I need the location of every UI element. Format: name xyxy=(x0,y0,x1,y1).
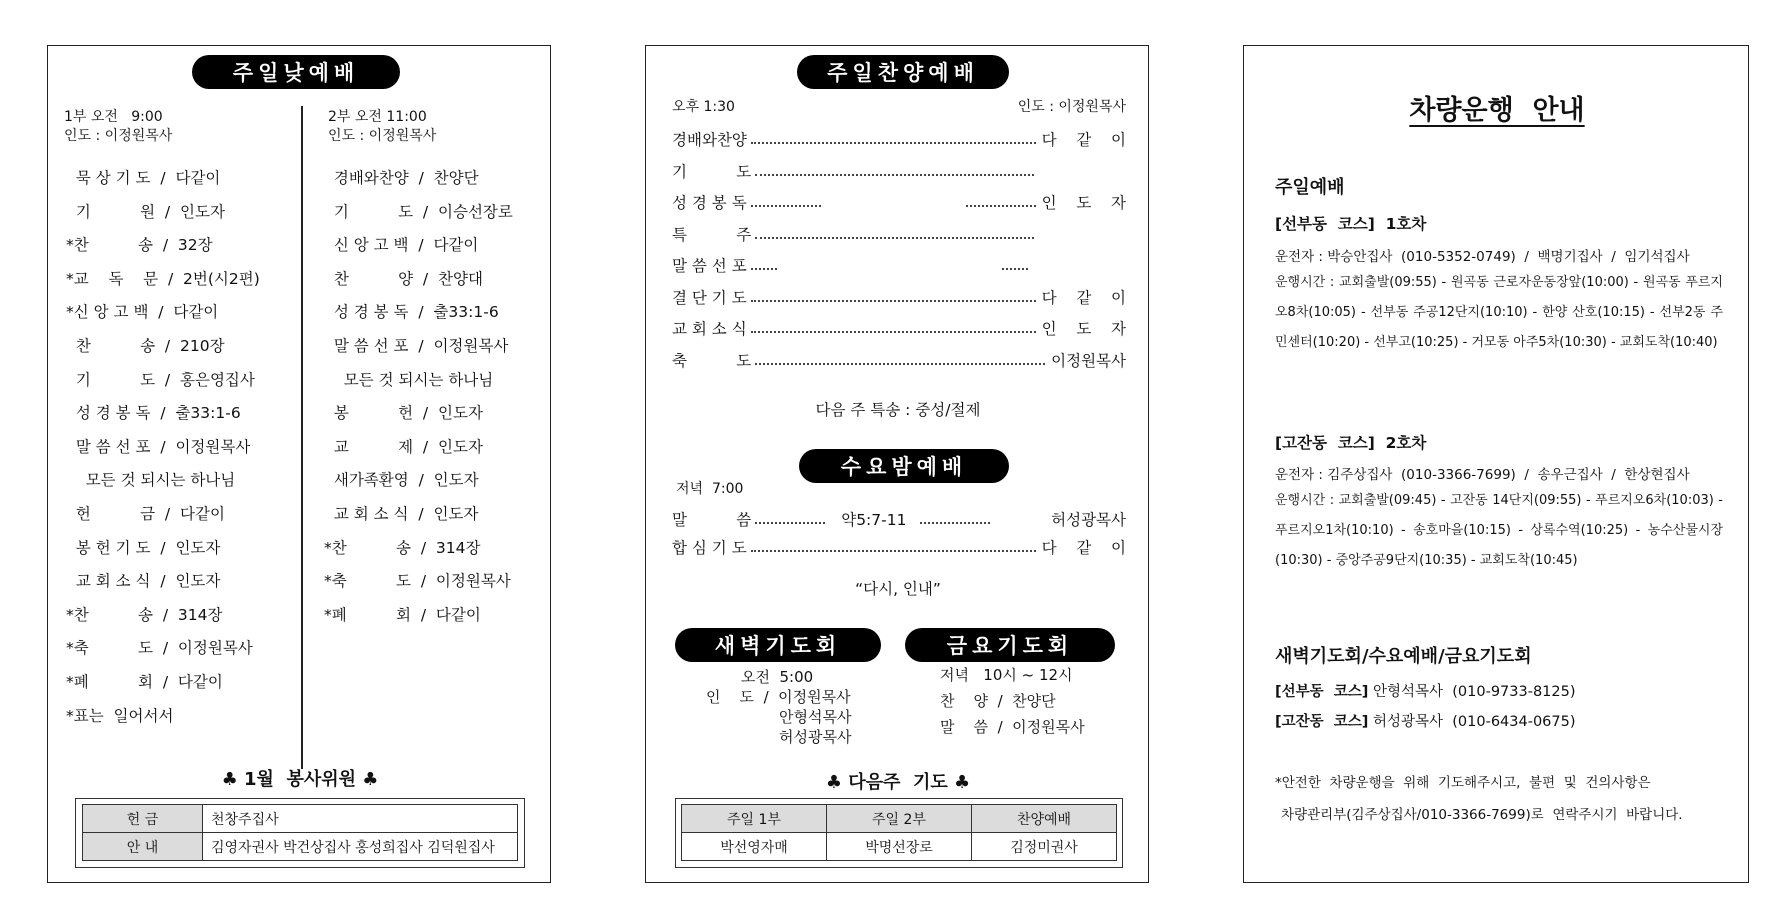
order-item: 모든 것 되시는 하나님 xyxy=(324,370,494,389)
table-row xyxy=(83,833,518,861)
dot-leader xyxy=(1002,268,1028,270)
praise-service-leader: 인도 : 이정원목사 xyxy=(1017,99,1126,115)
prayer-duty-table xyxy=(681,804,1117,861)
praise-service-panel xyxy=(645,45,1149,883)
course-contact: 허성광목사 (010-6434-0675) xyxy=(1368,714,1576,730)
order-item: 새가족환영 / 인도자 xyxy=(324,471,479,490)
wednesday-service-title: 수요밤예배 xyxy=(799,449,1009,483)
table-row xyxy=(682,805,1117,833)
order-item: *폐 회 / 다같이 xyxy=(324,605,481,624)
sunday-heading: 주일예배 xyxy=(1275,177,1345,198)
order-item: 기 원 / 인도자 xyxy=(66,202,225,221)
volunteers-table xyxy=(82,804,518,861)
wednesday-sermon-title: “다시, 인내” xyxy=(855,580,941,598)
table-row xyxy=(682,833,1117,861)
order-item: 경배와찬양 / 찬양단 xyxy=(324,169,479,187)
notice-line-2: 차량관리부(김주상집사/010-3366-7699)로 연락주시기 바랍니다. xyxy=(1281,807,1683,823)
service1-time: 1부 오전 9:00 xyxy=(64,109,163,125)
row-label: 결 단 기 도 xyxy=(672,288,747,307)
friday-time: 저녁 10시 ~ 12시 xyxy=(940,666,1073,684)
next-special-song: 다음 주 특송 : 중성/절제 xyxy=(815,401,981,419)
dot-leader xyxy=(751,205,821,207)
order-item: 교 회 소 식 / 인도자 xyxy=(324,505,479,523)
row-label: 말 씀 선 포 xyxy=(672,257,747,275)
table-cell: 박선영자매 xyxy=(682,833,827,861)
order-item: 찬 송 / 210장 xyxy=(66,337,225,355)
order-item: *찬 송 / 32장 xyxy=(66,236,213,255)
table-header: 찬양예배 xyxy=(972,805,1117,833)
row-value: 허성광목사 xyxy=(1051,511,1126,529)
dot-leader xyxy=(751,268,777,270)
order-row xyxy=(672,128,1126,150)
row-value: 인 도 자 xyxy=(1041,194,1126,212)
order-row xyxy=(672,349,1126,371)
table-row xyxy=(83,805,518,833)
dot-leader xyxy=(751,331,1036,333)
vehicle-info-title: 차량운행 안내 xyxy=(1409,95,1585,126)
wednesday-row-sermon xyxy=(672,508,1126,530)
order-item: 기 도 / 이승선장로 xyxy=(324,202,513,221)
course-label: [선부동 코스] xyxy=(1275,684,1369,700)
order-item: *폐 회 / 다같이 xyxy=(66,673,223,691)
dot-leader xyxy=(751,300,1036,302)
order-item: *교 독 문 / 2번(시2편) xyxy=(66,269,260,288)
order-item: 봉 헌 / 인도자 xyxy=(324,404,483,423)
table-header: 주일 2부 xyxy=(827,805,972,833)
order-item: 교 제 / 인도자 xyxy=(324,437,483,456)
weekday-course2 xyxy=(1275,710,1576,731)
course-contact: 안형석목사 (010-9733-8125) xyxy=(1368,684,1576,700)
row-label: 성 경 봉 독 xyxy=(672,194,747,212)
order-item: 찬 양 / 찬양대 xyxy=(324,269,483,288)
service1-leader: 인도 : 이정원목사 xyxy=(64,128,173,144)
wednesday-service-time: 저녁 7:00 xyxy=(676,481,744,497)
row-value: 다 같 이 xyxy=(1041,288,1126,307)
row-label: 교 회 소 식 xyxy=(672,320,747,338)
order-item: 성 경 봉 독 / 출33:1-6 xyxy=(66,404,241,423)
order-item: *신 앙 고 백 / 다같이 xyxy=(66,303,219,322)
row-label: 합 심 기 도 xyxy=(672,539,747,557)
table-cell: 박명선장로 xyxy=(827,833,972,861)
vehicle-info-panel xyxy=(1243,45,1749,883)
row-label: 경배와찬양 xyxy=(672,131,747,149)
order-row xyxy=(672,254,1126,276)
sunday-service-panel xyxy=(47,45,551,883)
order-item: *찬 송 / 314장 xyxy=(324,538,481,557)
order-item: *표는 일어서서 xyxy=(66,706,174,725)
course1-driver: 운전자 : 박승안집사 (010-5352-0749) / 백명기집사 / 임기석집사 xyxy=(1275,249,1690,265)
dot-leader xyxy=(966,205,1036,207)
row-label: 기 도 xyxy=(672,162,752,181)
service2-leader: 인도 : 이정원목사 xyxy=(328,128,437,144)
course1-heading: [선부동 코스] 1호차 xyxy=(1275,215,1427,233)
friday-prayer-title: 금요기도회 xyxy=(905,628,1115,662)
order-row xyxy=(672,286,1126,308)
dot-leader xyxy=(920,522,990,524)
row-value: 다 같 이 xyxy=(1041,131,1126,149)
order-item: 모든 것 되시는 하나님 xyxy=(66,471,236,490)
praise-service-title: 주일찬양예배 xyxy=(797,55,1009,89)
dot-leader xyxy=(751,142,1036,144)
dawn-time: 오전 5:00 xyxy=(741,668,814,686)
order-item: 봉 헌 기 도 / 인도자 xyxy=(66,538,221,557)
order-item: 성 경 봉 독 / 출33:1-6 xyxy=(324,303,499,322)
order-item: *축 도 / 이정원목사 xyxy=(324,572,511,591)
sunday-service-title: 주일낮예배 xyxy=(192,55,400,89)
order-row xyxy=(672,160,1126,182)
service2-time: 2부 오전 11:00 xyxy=(328,109,427,125)
course-label: [고잔동 코스] xyxy=(1275,714,1369,730)
row-label: 축 도 xyxy=(672,351,752,370)
order-item: 말 씀 선 포 / 이정원목사 xyxy=(324,337,509,355)
volunteer-names: 김영자권사 박건상집사 홍성희집사 김덕원집사 xyxy=(203,833,518,861)
table-header: 주일 1부 xyxy=(682,805,827,833)
prayer-duty-title: ♣ 다음주 기도 ♣ xyxy=(825,772,971,793)
dawn-leader-2: 안형석목사 xyxy=(779,708,852,726)
praise-service-time: 오후 1:30 xyxy=(672,99,735,115)
friday-sermon: 말 씀 / 이정원목사 xyxy=(940,718,1085,736)
dot-leader xyxy=(755,174,1034,176)
course2-driver: 운전자 : 김주상집사 (010-3366-7699) / 송우근집사 / 한상현집사 xyxy=(1275,467,1690,483)
order-row xyxy=(672,191,1126,213)
order-item: 교 회 소 식 / 인도자 xyxy=(66,572,221,591)
weekday-course1 xyxy=(1275,680,1576,701)
order-item: 기 도 / 홍은영집사 xyxy=(66,370,255,389)
order-row xyxy=(672,223,1126,245)
course2-heading: [고잔동 코스] 2호차 xyxy=(1275,434,1427,452)
friday-praise: 찬 양 / 찬양단 xyxy=(940,692,1056,710)
notice-line-1: *안전한 차량운행을 위해 기도해주시고, 불편 및 건의사항은 xyxy=(1275,775,1651,791)
row-value: 인 도 자 xyxy=(1041,320,1126,338)
order-item: 신 앙 고 백 / 다같이 xyxy=(324,236,479,255)
volunteer-role: 헌 금 xyxy=(83,805,203,833)
dawn-leader: 인 도 / 이정원목사 xyxy=(706,688,851,706)
dot-leader xyxy=(751,550,1036,552)
order-row xyxy=(672,317,1126,339)
course2-schedule: 운행시간 : 교회출발(09:45) - 고잔동 14단지(09:55) - 푸르지오6차(10:03) - 푸르지오1차(10:10) - 송호마을(10:15) - 상록수역(10:25) - 농수산물시장(10:30) - 중앙주공9단지(10:35) - 교회도착(10:45) xyxy=(1275,493,1723,568)
dawn-prayer-title: 새벽기도회 xyxy=(675,628,881,662)
order-item: 묵 상 기 도 / 다같이 xyxy=(66,169,221,187)
volunteers-title: ♣ 1월 봉사위원 ♣ xyxy=(221,769,379,790)
order-item: 헌 금 / 다같이 xyxy=(66,505,225,523)
column-divider xyxy=(301,106,303,769)
volunteer-role: 안 내 xyxy=(83,833,203,861)
order-item: 말 씀 선 포 / 이정원목사 xyxy=(66,437,251,456)
row-scripture: 약5:7-11 xyxy=(841,511,907,529)
course1-schedule: 운행시간 : 교회출발(09:55) - 원곡동 근로자운동장앞(10:00) - 원곡동 푸르지오8차(10:05) - 선부동 주공12단지(10:10) - 한양 산호(10:15) - 선부2동 주민센터(10:20) - 선부고(10:25) - 거모동 아주5차(10:30) - 교회도착(10:40) xyxy=(1275,275,1723,350)
order-item: *축 도 / 이정원목사 xyxy=(66,639,253,658)
volunteer-names: 천창주집사 xyxy=(203,805,518,833)
row-value: 이정원목사 xyxy=(1051,351,1126,370)
row-label: 말 씀 xyxy=(672,511,752,529)
dot-leader xyxy=(755,522,825,524)
table-cell: 김정미권사 xyxy=(972,833,1117,861)
dawn-leader-3: 허성광목사 xyxy=(779,728,852,746)
dot-leader xyxy=(755,237,1034,239)
wednesday-row-prayer xyxy=(672,536,1126,558)
row-label: 특 주 xyxy=(672,225,752,244)
order-item: *찬 송 / 314장 xyxy=(66,605,223,624)
dot-leader xyxy=(755,363,1045,365)
row-value: 다 같 이 xyxy=(1041,539,1126,557)
weekday-heading: 새벽기도회/수요예배/금요기도회 xyxy=(1275,646,1532,667)
